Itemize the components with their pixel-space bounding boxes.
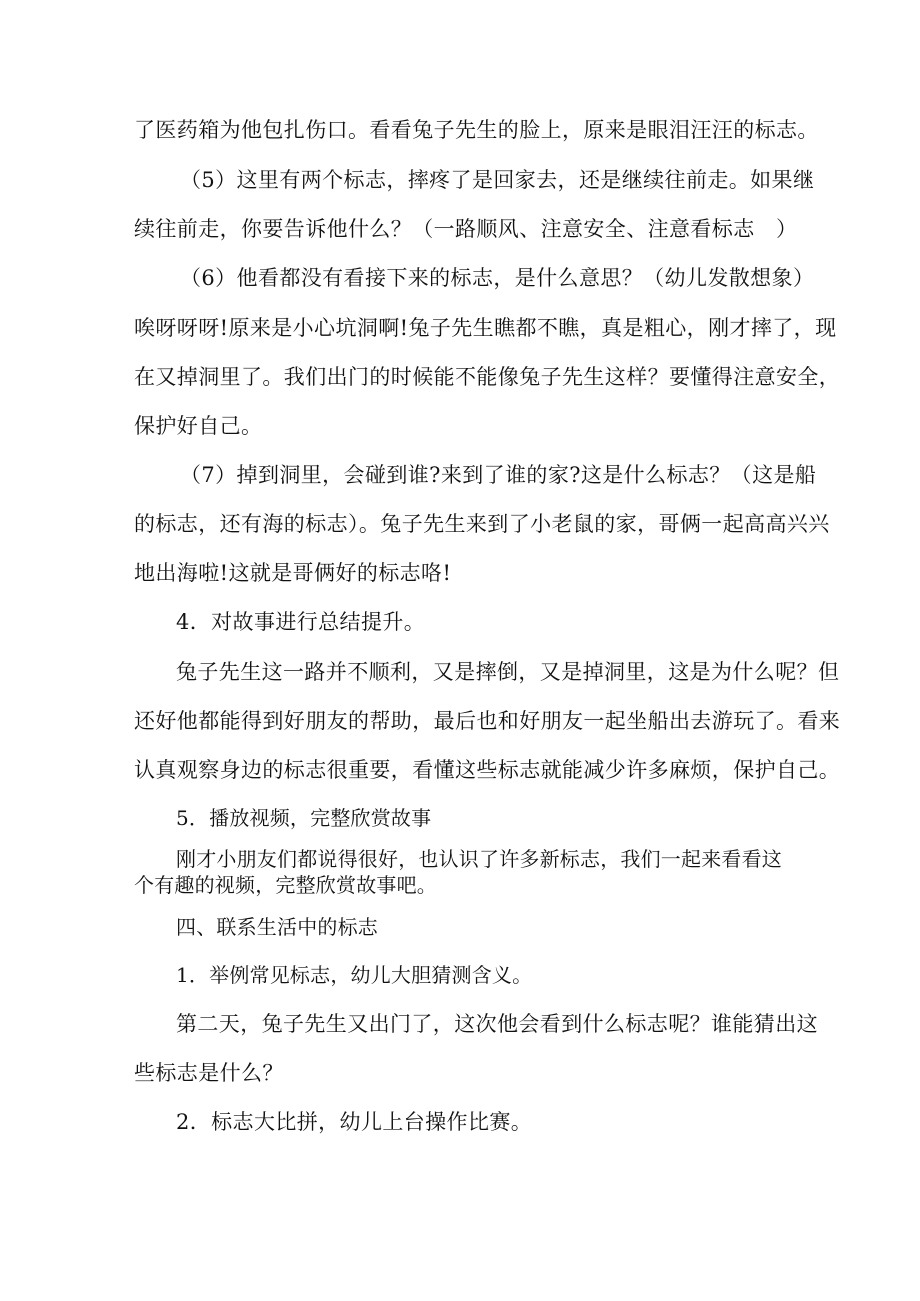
section-heading: 1．举例常见标志，幼儿大胆猜测含义。	[176, 963, 533, 987]
text-line: 了医药箱为他包扎伤口。看看兔子先生的脸上，原来是眼泪汪汪的标志。	[134, 118, 819, 142]
text-line: 还好他都能得到好朋友的帮助，最后也和好朋友一起坐船出去游玩了。看来	[134, 709, 841, 733]
text-line: 个有趣的视频，完整欣赏故事吧。	[134, 873, 437, 897]
text-line: 在又掉洞里了。我们出门的时候能不能像兔子先生这样？要懂得注意安全，	[134, 365, 841, 389]
section-heading: 5．播放视频，完整欣赏故事	[176, 806, 432, 830]
text-line: （5）这里有两个标志，摔疼了是回家去，还是继续往前走。如果继	[180, 168, 815, 192]
text-line: 续往前走，你要告诉他什么？（一路顺风、注意安全、注意看标志 ）	[134, 217, 798, 241]
text-line: （7）掉到洞里，会碰到谁?来到了谁的家?这是什么标志？（这是船	[180, 463, 817, 487]
text-line: 的标志，还有海的标志）。兔子先生来到了小老鼠的家，哥俩一起高高兴兴	[134, 512, 830, 536]
text-line: 保护好自己。	[134, 414, 263, 438]
text-line: （6）他看都没有看接下来的标志，是什么意思？（幼儿发散想象）	[180, 266, 815, 290]
section-heading: 4．对故事进行总结提升。	[176, 610, 426, 634]
section-heading: 2．标志大比拼，幼儿上台操作比赛。	[176, 1110, 533, 1134]
text-line: 第二天，兔子先生又出门了，这次他会看到什么标志呢？谁能猜出这	[176, 1012, 818, 1036]
text-line: 兔子先生这一路并不顺利，又是摔倒，又是掉洞里，这是为什么呢？但	[176, 660, 840, 684]
text-line: 刚才小朋友们都说得很好，也认识了许多新标志，我们一起来看看这	[176, 847, 782, 871]
section-heading: 四、联系生活中的标志	[176, 915, 378, 939]
text-line: 唉呀呀呀!原来是小心坑洞啊!兔子先生瞧都不瞧，真是粗心，刚才摔了，现	[134, 316, 837, 340]
text-line: 认真观察身边的标志很重要，看懂这些标志就能减少许多麻烦，保护自己。	[134, 758, 841, 782]
text-line: 地出海啦!这就是哥俩好的标志咯!	[134, 561, 452, 585]
text-line: 些标志是什么？	[134, 1061, 284, 1085]
